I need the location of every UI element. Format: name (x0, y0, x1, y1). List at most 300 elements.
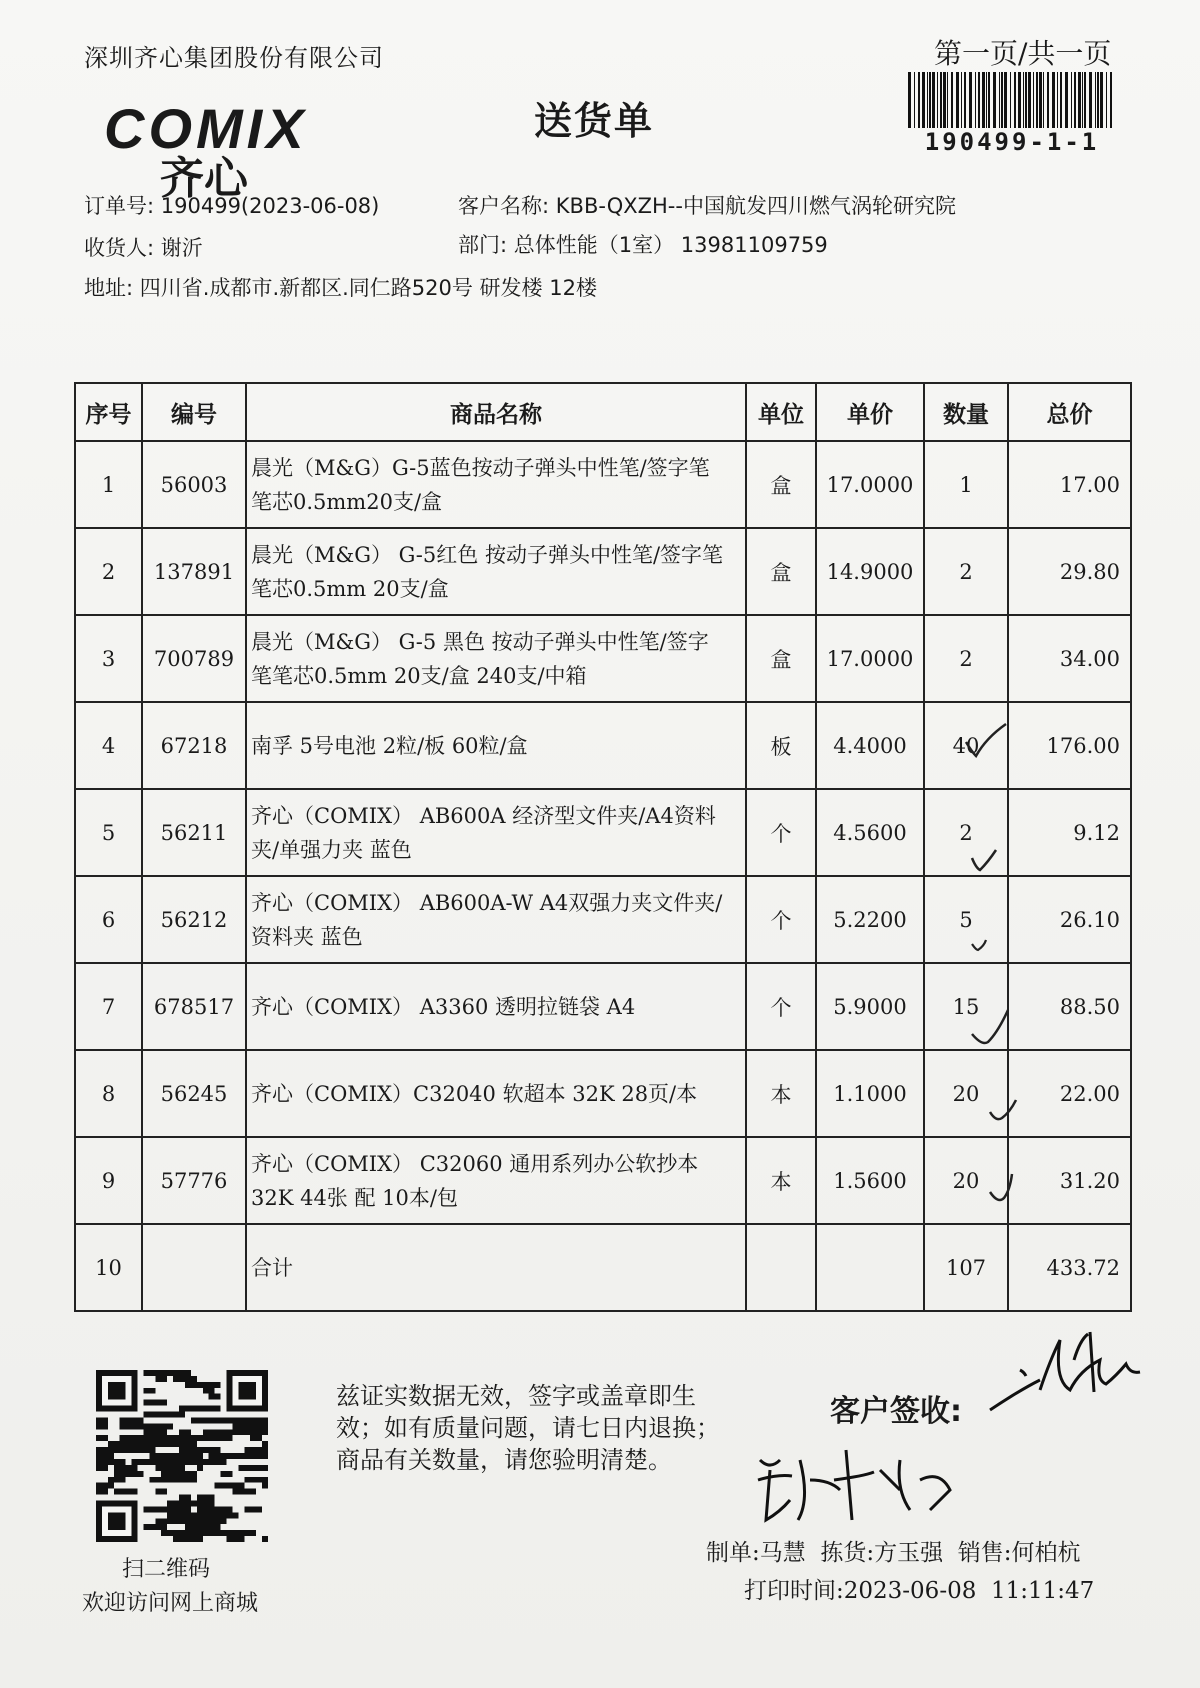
header-no: 序号 (75, 383, 142, 441)
barcode-bar (947, 72, 948, 128)
qr-module (209, 1518, 215, 1524)
qr-module (209, 1406, 215, 1412)
qr-module (203, 1417, 209, 1423)
qr-module (244, 1417, 250, 1423)
cell-name (246, 441, 746, 528)
qr-module (149, 1423, 155, 1429)
barcode (906, 72, 1118, 128)
qr-module (143, 1423, 149, 1429)
qr-module (221, 1417, 227, 1423)
cell-total: 88.50 (1008, 963, 1131, 1050)
qr-module (185, 1370, 191, 1376)
barcode-number: 190499-1-1 (924, 128, 1100, 156)
qr-module (167, 1477, 173, 1483)
cell-unit (746, 1224, 816, 1311)
cell-qty: 20 (924, 1137, 1008, 1224)
qr-module (203, 1447, 209, 1453)
barcode-bar (1025, 72, 1027, 128)
notice-line: 效；如有质量问题，请七日内退换； (336, 1414, 720, 1442)
barcode-bar (914, 72, 915, 128)
cell-qty: 2 (924, 789, 1008, 876)
qr-module (120, 1423, 126, 1429)
barcode-bar (1095, 72, 1096, 128)
receiver-field (84, 232, 203, 262)
cell-unit: 个 (746, 876, 816, 963)
qr-module (120, 1417, 126, 1423)
name-line1: 齐心（COMIX） A3360 透明拉链袋 A4 (251, 994, 636, 1019)
table-row (75, 615, 1131, 702)
qr-module (203, 1500, 209, 1506)
receiver-label: 收货人: (84, 236, 155, 260)
qr-caption-shop: 欢迎访问网上商城 (82, 1591, 259, 1616)
cell-code: 700789 (142, 615, 246, 702)
barcode-bar (999, 72, 1000, 128)
cell-no: 10 (75, 1224, 142, 1311)
qr-module (203, 1506, 209, 1512)
qr-module (143, 1412, 149, 1418)
qr-module (173, 1441, 179, 1447)
qr-module (143, 1429, 149, 1435)
qr-module (185, 1477, 191, 1483)
qr-module (132, 1471, 138, 1477)
qr-module (197, 1417, 203, 1423)
qr-module (149, 1400, 155, 1406)
qr-module (221, 1453, 227, 1459)
qr-module (179, 1453, 185, 1459)
qr-module (250, 1465, 256, 1471)
qr-module (149, 1441, 155, 1447)
barcode-bar (929, 72, 931, 128)
name-line1: 齐心（COMIX）C32040 软超本 32K 28页/本 (251, 1081, 698, 1106)
summary-total: 433.72 (1008, 1224, 1131, 1311)
print-time: 打印时间:2023-06-08 11:11:47 (744, 1578, 1095, 1604)
header-qty: 数量 (924, 383, 1008, 441)
qr-module (173, 1530, 179, 1536)
cell-unit: 本 (746, 1050, 816, 1137)
cell-no: 4 (75, 702, 142, 789)
qr-module (203, 1388, 209, 1394)
barcode-bar (1110, 72, 1112, 128)
name-line1: 晨光（M&G）G-5蓝色按动子弹头中性笔/签字笔 (251, 455, 710, 480)
order-number-field (84, 190, 379, 220)
cell-code: 56212 (142, 876, 246, 963)
qr-module (120, 1477, 126, 1483)
qr-module (155, 1465, 161, 1471)
cell-name (246, 702, 746, 789)
qr-module (155, 1453, 161, 1459)
cell-qty: 15 (924, 963, 1008, 1050)
qr-module (179, 1441, 185, 1447)
qr-module (221, 1471, 227, 1477)
barcode-bar (1078, 72, 1081, 128)
qr-module (179, 1429, 185, 1435)
qr-module (256, 1435, 262, 1441)
qr-module (226, 1417, 232, 1423)
qr-module (179, 1500, 185, 1506)
qr-module (185, 1495, 191, 1501)
qr-module (191, 1459, 197, 1465)
qr-module (203, 1429, 209, 1435)
header-name: 商品名称 (246, 383, 746, 441)
customer-label: 客户名称: (458, 194, 550, 218)
cell-code: 57776 (142, 1137, 246, 1224)
cell-code: 56003 (142, 441, 246, 528)
cell-total: 29.80 (1008, 528, 1131, 615)
qr-module (179, 1459, 185, 1465)
qr-module (149, 1477, 155, 1483)
qr-module (155, 1370, 161, 1376)
qr-module (232, 1417, 238, 1423)
qr-module (179, 1435, 185, 1441)
barcode-bar (1097, 72, 1099, 128)
qr-module (96, 1417, 102, 1423)
qr-module (203, 1406, 209, 1412)
qr-module (108, 1483, 114, 1489)
name-line2: 笔芯0.5mm20支/盒 (251, 489, 443, 514)
qr-module (179, 1477, 185, 1483)
qr-module (238, 1483, 244, 1489)
qr-module (161, 1453, 167, 1459)
qr-module (191, 1512, 197, 1518)
qr-module (126, 1423, 132, 1429)
qr-module (232, 1423, 238, 1429)
cell-no: 7 (75, 963, 142, 1050)
qr-module (215, 1417, 221, 1423)
qr-module (173, 1435, 179, 1441)
qr-module (197, 1382, 203, 1388)
qr-module (250, 1447, 256, 1453)
qr-module (262, 1465, 268, 1471)
qr-module (179, 1465, 185, 1471)
qr-module (155, 1435, 161, 1441)
notice-line: 商品有关数量，请您验明清楚。 (336, 1446, 672, 1474)
qr-module (161, 1441, 167, 1447)
qr-module (132, 1423, 138, 1429)
qr-module (244, 1506, 250, 1512)
cell-no: 9 (75, 1137, 142, 1224)
cell-unit: 盒 (746, 441, 816, 528)
barcode-bar (993, 72, 996, 128)
qr-module (155, 1376, 161, 1382)
barcode-bar (937, 72, 938, 128)
barcode-bar (1036, 72, 1038, 128)
qr-module (203, 1530, 209, 1536)
qr-module (185, 1441, 191, 1447)
qr-module (238, 1465, 244, 1471)
qr-module (256, 1465, 262, 1471)
qr-module (262, 1477, 268, 1483)
qr-module (209, 1500, 215, 1506)
items-table (74, 382, 1132, 1312)
qr-module (132, 1417, 138, 1423)
qr-module (221, 1429, 227, 1435)
barcode-bar (1001, 72, 1003, 128)
qr-module (161, 1435, 167, 1441)
qr-module (155, 1477, 161, 1483)
qr-module (167, 1500, 173, 1506)
qr-module (238, 1417, 244, 1423)
qr-module (96, 1447, 102, 1453)
qr-module (108, 1441, 114, 1447)
qr-module (173, 1536, 179, 1542)
qr-module (185, 1382, 191, 1388)
barcode-bar (1106, 72, 1107, 128)
table-row (75, 528, 1131, 615)
barcode-bar (918, 72, 920, 128)
qr-module (138, 1459, 144, 1465)
qr-module (244, 1489, 250, 1495)
qr-module (173, 1512, 179, 1518)
qr-module (102, 1465, 108, 1471)
table-row (75, 702, 1131, 789)
qr-module (238, 1453, 244, 1459)
summary-row (75, 1224, 1131, 1311)
qr-module (161, 1412, 167, 1418)
qr-module (232, 1536, 238, 1542)
qr-module (155, 1524, 161, 1530)
qr-module (232, 1429, 238, 1435)
barcode-bar (1057, 72, 1058, 128)
qr-module (114, 1441, 120, 1447)
barcode-bar (1014, 72, 1016, 128)
qr-module (173, 1412, 179, 1418)
qr-module (155, 1489, 161, 1495)
qr-module (149, 1524, 155, 1530)
qr-module (185, 1471, 191, 1477)
qr-module (161, 1471, 167, 1477)
qr-module (185, 1500, 191, 1506)
barcode-bar (1023, 72, 1024, 128)
qr-module (262, 1423, 268, 1429)
qr-module (167, 1465, 173, 1471)
qr-module (197, 1530, 203, 1536)
barcode-bar (1039, 72, 1042, 128)
qr-module (244, 1453, 250, 1459)
qr-module (250, 1530, 256, 1536)
cell-name (246, 789, 746, 876)
qr-module (114, 1459, 120, 1465)
qr-module (155, 1400, 161, 1406)
qr-module (191, 1447, 197, 1453)
qr-module (108, 1447, 114, 1453)
qr-module (221, 1518, 227, 1524)
qr-module (197, 1453, 203, 1459)
cell-code: 137891 (142, 528, 246, 615)
order-number-label: 订单号: (84, 194, 155, 218)
qr-module (197, 1435, 203, 1441)
qr-module (167, 1459, 173, 1465)
qr-module (185, 1435, 191, 1441)
qr-code[interactable] (96, 1370, 268, 1542)
cell-qty: 20 (924, 1050, 1008, 1137)
barcode-bar (1082, 72, 1083, 128)
qr-module (179, 1506, 185, 1512)
qr-module (215, 1447, 221, 1453)
cell-name (246, 963, 746, 1050)
barcode-bar (1089, 72, 1092, 128)
name-line1: 齐心（COMIX） AB600A 经济型文件夹/A4资料 (251, 803, 716, 828)
cell-price: 17.0000 (816, 615, 924, 702)
qr-module (191, 1471, 197, 1477)
header-price: 单价 (816, 383, 924, 441)
qr-module (161, 1465, 167, 1471)
qr-module (161, 1459, 167, 1465)
qr-module (185, 1376, 191, 1382)
qr-module (215, 1506, 221, 1512)
cell-unit: 板 (746, 702, 816, 789)
qr-module (197, 1512, 203, 1518)
qr-module (256, 1447, 262, 1453)
qr-module (167, 1423, 173, 1429)
qr-module (226, 1483, 232, 1489)
qr-module (173, 1477, 179, 1483)
barcode-bar (1047, 72, 1049, 128)
qr-module (173, 1518, 179, 1524)
cell-no: 1 (75, 441, 142, 528)
qr-module (173, 1370, 179, 1376)
barcode-bar (1071, 72, 1072, 128)
qr-module (132, 1489, 138, 1495)
qr-module (155, 1441, 161, 1447)
qr-module (250, 1423, 256, 1429)
qr-module (102, 1489, 108, 1495)
qr-module (209, 1388, 215, 1394)
qr-module (221, 1512, 227, 1518)
barcode-bar (1100, 72, 1103, 128)
qr-module (197, 1524, 203, 1530)
qr-module (179, 1495, 185, 1501)
qr-module (185, 1459, 191, 1465)
qr-module (244, 1423, 250, 1429)
qr-module (120, 1435, 126, 1441)
qr-module (132, 1441, 138, 1447)
header-unit: 单位 (746, 383, 816, 441)
qr-module (161, 1400, 167, 1406)
qr-module (155, 1506, 161, 1512)
qr-module (197, 1406, 203, 1412)
qr-module (167, 1471, 173, 1477)
qr-module (161, 1489, 167, 1495)
qr-module (250, 1489, 256, 1495)
qr-module (197, 1447, 203, 1453)
qr-module (120, 1447, 126, 1453)
barcode-bar (1074, 72, 1076, 128)
qr-module (185, 1512, 191, 1518)
qr-module (102, 1459, 108, 1465)
qr-module (191, 1518, 197, 1524)
qr-module (108, 1459, 114, 1465)
qr-module (226, 1453, 232, 1459)
cell-total: 9.12 (1008, 789, 1131, 876)
qr-module (161, 1530, 167, 1536)
barcode-bar (1033, 72, 1034, 128)
qr-module (138, 1417, 144, 1423)
qr-module (209, 1453, 215, 1459)
cell-total: 26.10 (1008, 876, 1131, 963)
qr-module (226, 1536, 232, 1542)
qr-module (179, 1471, 185, 1477)
qr-caption: 扫二维码 (122, 1557, 211, 1582)
qr-module (149, 1429, 155, 1435)
table-row (75, 1137, 1131, 1224)
barcode-bar (1010, 72, 1011, 128)
qr-module (221, 1435, 227, 1441)
qr-module (197, 1536, 203, 1542)
name-line2: 笔芯0.5mm 20支/盒 (251, 576, 449, 601)
cell-code (142, 1224, 246, 1311)
qr-module (149, 1370, 155, 1376)
qr-module (209, 1435, 215, 1441)
qr-module (167, 1453, 173, 1459)
qr-module (209, 1417, 215, 1423)
qr-module (185, 1506, 191, 1512)
qr-module (161, 1423, 167, 1429)
barcode-bar (988, 72, 990, 128)
cell-total: 176.00 (1008, 702, 1131, 789)
cell-code: 56211 (142, 789, 246, 876)
address-field (84, 272, 597, 302)
qr-module (191, 1500, 197, 1506)
qr-module (191, 1477, 197, 1483)
qr-module (126, 1441, 132, 1447)
department-field (458, 229, 828, 259)
qr-module (155, 1412, 161, 1418)
name-line2: 笔笔芯0.5mm 20支/盒 240支/中箱 (251, 663, 587, 688)
cell-unit: 个 (746, 963, 816, 1050)
qr-module (226, 1429, 232, 1435)
name-line2: 资料夹 蓝色 (251, 924, 363, 949)
customer-value: KBB-QXZH--中国航发四川燃气涡轮研究院 (555, 194, 956, 218)
qr-module (167, 1518, 173, 1524)
qr-module (143, 1524, 149, 1530)
name-line1: 齐心（COMIX） C32060 通用系列办公软抄本 (251, 1151, 699, 1176)
qr-module (232, 1512, 238, 1518)
qr-module (221, 1530, 227, 1536)
barcode-bar (956, 72, 959, 128)
qr-module (226, 1471, 232, 1477)
qr-module (96, 1435, 102, 1441)
page-info: 第一页/共一页 (934, 37, 1112, 70)
qr-module (179, 1370, 185, 1376)
qr-module (114, 1477, 120, 1483)
qr-module (256, 1453, 262, 1459)
cell-total: 22.00 (1008, 1050, 1131, 1137)
qr-module (203, 1459, 209, 1465)
qr-module (120, 1465, 126, 1471)
qr-module (167, 1441, 173, 1447)
cell-no: 5 (75, 789, 142, 876)
customer-sign-label: 客户签收: (830, 1394, 962, 1429)
qr-module (114, 1489, 120, 1495)
table-row (75, 963, 1131, 1050)
qr-module (102, 1423, 108, 1429)
qr-module (238, 1489, 244, 1495)
qr-module (209, 1394, 215, 1400)
cell-qty: 5 (924, 876, 1008, 963)
brand-logo-cn: 齐心 (160, 153, 248, 204)
company-name: 深圳齐心集团股份有限公司 (84, 44, 384, 72)
table-row (75, 876, 1131, 963)
qr-module (238, 1382, 256, 1400)
qr-module (238, 1536, 244, 1542)
qr-module (256, 1417, 262, 1423)
qr-module (185, 1518, 191, 1524)
barcode-bar (1043, 72, 1044, 128)
cell-no: 2 (75, 528, 142, 615)
qr-module (173, 1376, 179, 1382)
barcode-bar (969, 72, 972, 128)
cell-code: 56245 (142, 1050, 246, 1137)
